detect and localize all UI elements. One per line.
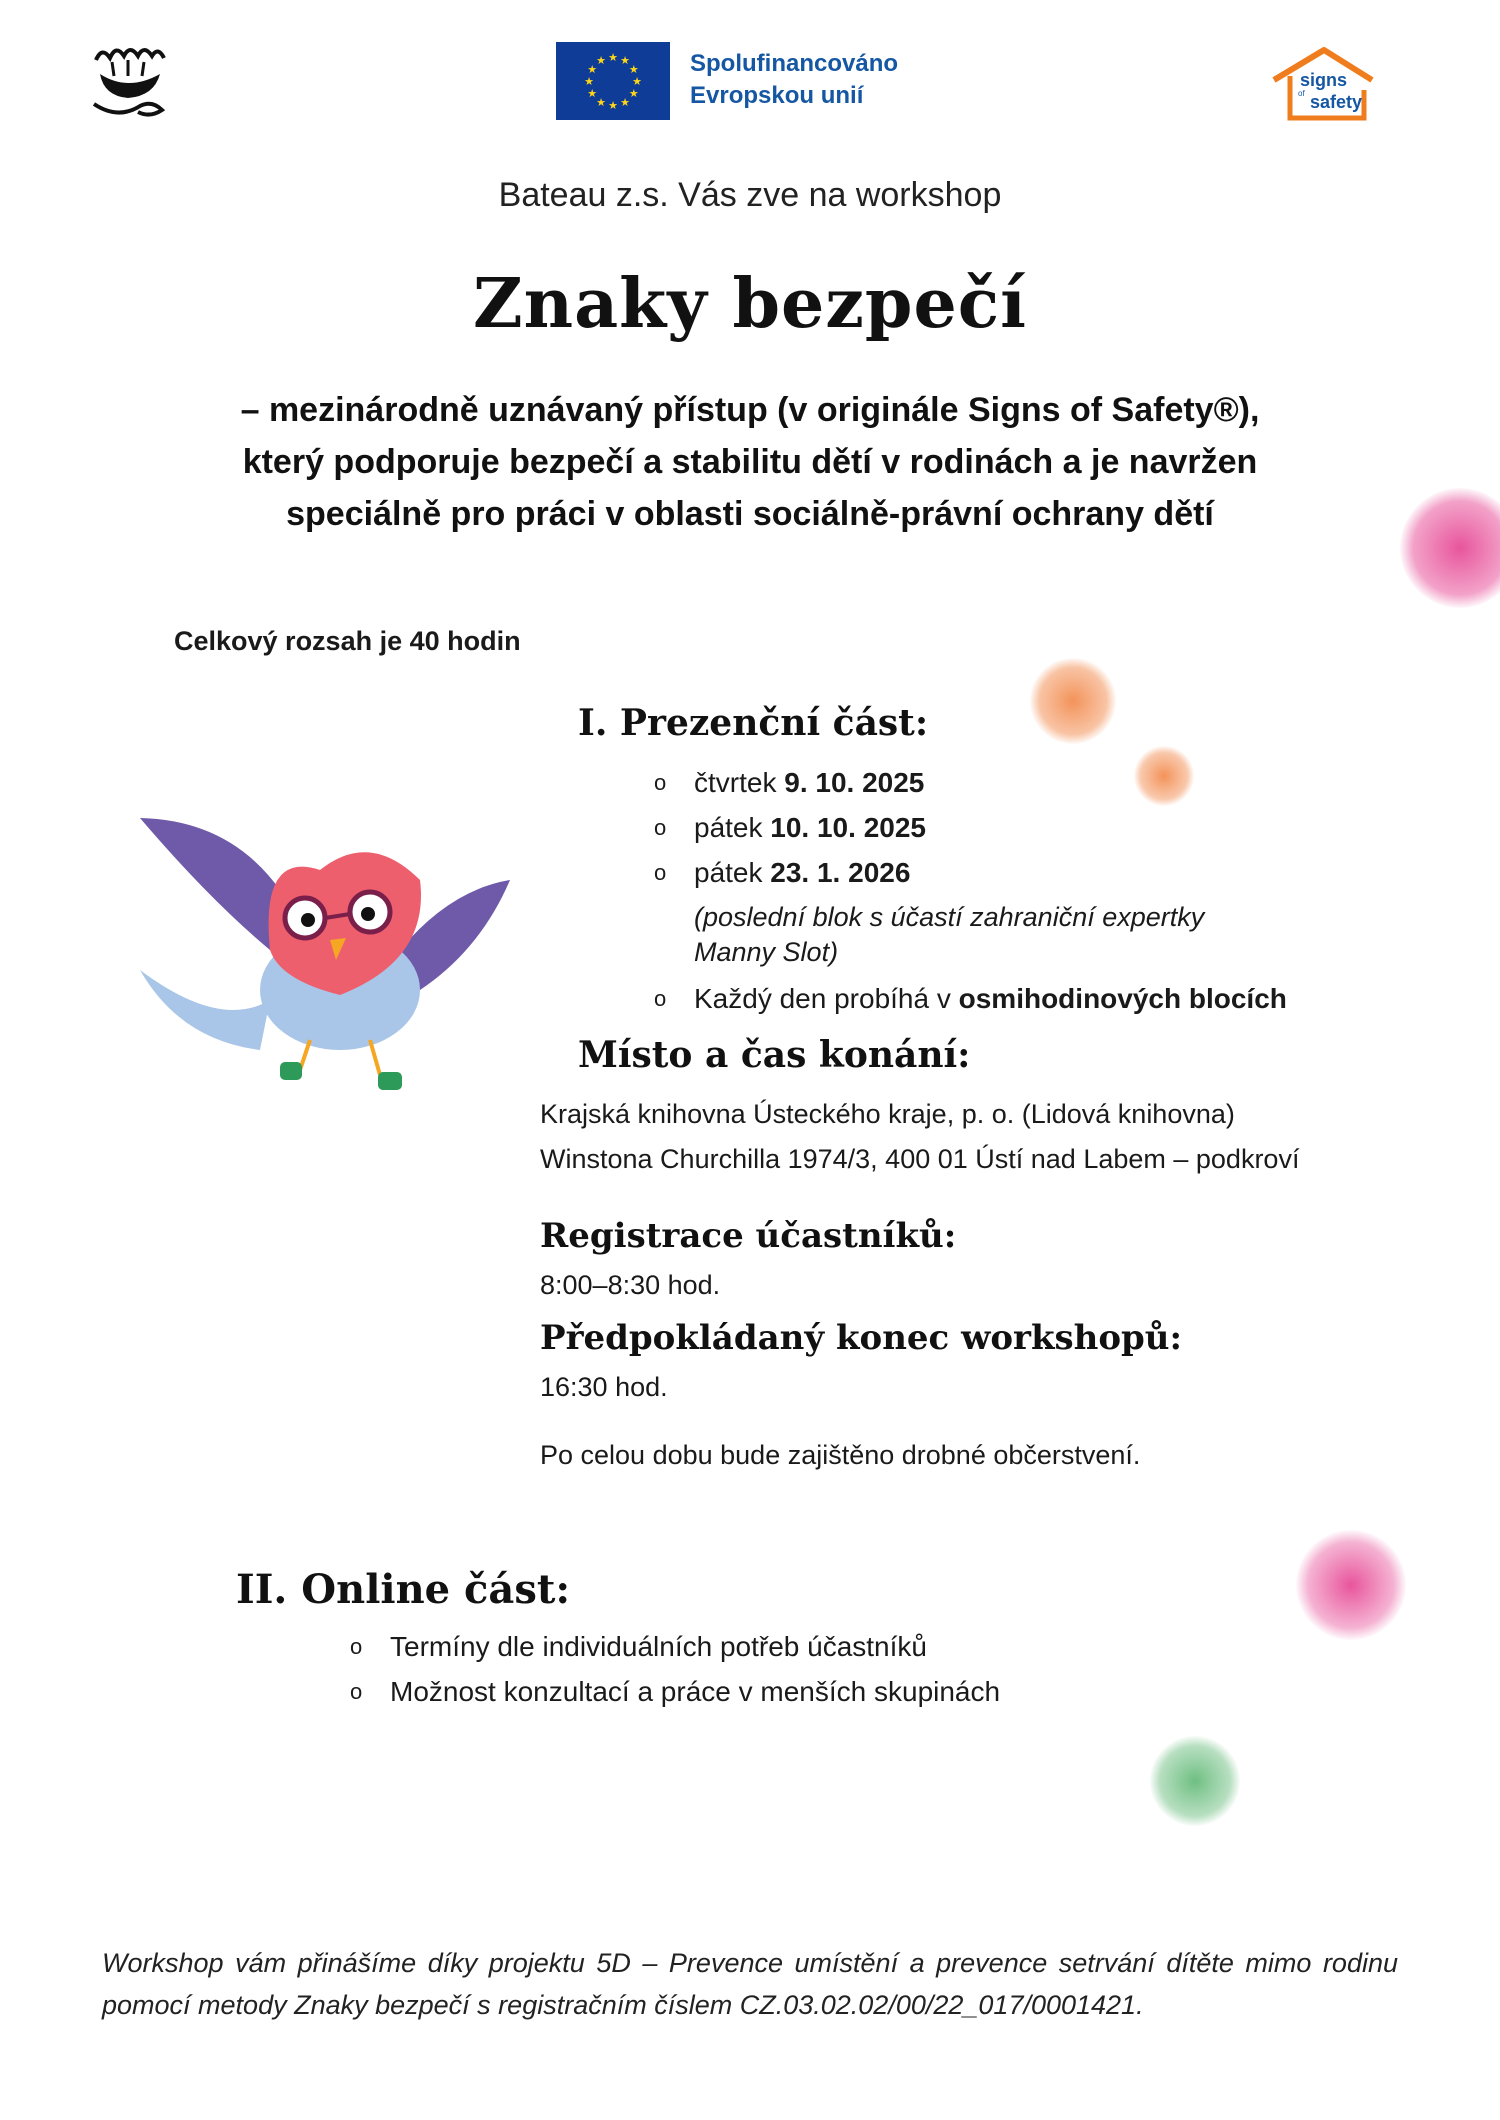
eu-cofinanced-text: [690, 48, 898, 112]
subtitle-line-2: který podporuje bezpečí a stabilitu dětí v rodinách a je navržen: [242, 443, 1258, 481]
subtitle: [0, 384, 1500, 540]
heart-bird-illustration: [120, 800, 520, 1100]
registration-time: 8:00–8:30 hod.: [540, 1270, 721, 1300]
section-2-heading: II. Online část:: [236, 1566, 571, 1613]
expert-note-line-2: Manny Slot): [694, 937, 839, 967]
svg-text:signs: signs: [1300, 70, 1348, 90]
list-item: [654, 976, 1414, 1021]
total-scope: Celkový rozsah je 40 hodin: [174, 626, 521, 656]
date-value: 10. 10. 2025: [770, 812, 926, 843]
list-item: [654, 760, 1414, 805]
subtitle-line-3: speciálně pro práci v oblasti sociálně-právní ochrany dětí: [286, 495, 1214, 533]
date-value: 23. 1. 2026: [770, 857, 911, 888]
eu-star-icon: ★: [584, 76, 594, 88]
expert-note: [694, 900, 1314, 970]
eu-star-icon: ★: [632, 76, 642, 88]
invitation-line: Bateau z.s. Vás zve na workshop: [498, 176, 1002, 214]
bullet: o: [654, 815, 667, 840]
bateau-logo: [88, 40, 170, 122]
section-1-dates: [654, 760, 1414, 895]
list-item: [350, 1669, 1250, 1714]
svg-text:safety: safety: [1310, 92, 1363, 112]
eu-star-icon: ★: [587, 88, 598, 100]
green-blob-decoration: [1150, 1736, 1240, 1826]
bullet: o: [350, 1634, 363, 1659]
date-day: pátek: [694, 857, 763, 888]
expert-note-line-1: (poslední blok s účastí zahraniční expertky: [694, 902, 1205, 932]
subtitle-line-1: – mezinárodně uznávaný přístup (v originále Signs of Safety®),: [240, 391, 1260, 429]
place-line-1: Krajská knihovna Ústeckého kraje, p. o. (Lidová knihovna): [540, 1099, 1235, 1129]
eu-star-icon: ★: [620, 96, 630, 109]
eu-star-icon: ★: [587, 64, 598, 76]
section-2-list: [350, 1624, 1250, 1714]
place-address: [540, 1092, 1299, 1182]
eu-star-icon: ★: [596, 96, 606, 109]
bullet: o: [350, 1679, 363, 1704]
bullet: o: [654, 770, 667, 795]
end-time: 16:30 hod.: [540, 1372, 668, 1402]
place-line-2: Winstona Churchilla 1974/3, 400 01 Ústí nad Labem – podkroví: [540, 1144, 1300, 1174]
online-item: Termíny dle individuálních potřeb účastníků: [390, 1631, 927, 1662]
list-item: [350, 1624, 1250, 1669]
date-day: pátek: [694, 812, 763, 843]
bullet: o: [654, 860, 667, 885]
eu-star-icon: ★: [628, 88, 639, 100]
place-heading: Místo a čas konání:: [578, 1034, 971, 1076]
signs-of-safety-logo: [1268, 46, 1378, 126]
list-item: [654, 850, 1414, 895]
section-1-heading: I. Prezenční část:: [578, 702, 929, 744]
eu-star-icon: ★: [620, 55, 630, 68]
date-value: 9. 10. 2025: [784, 767, 925, 798]
eu-line-1: Spolufinancováno: [690, 50, 899, 77]
end-heading: Předpokládaný konec workshopů:: [540, 1318, 1183, 1358]
section-1-blocks: [654, 976, 1414, 1021]
svg-text:of: of: [1298, 89, 1305, 98]
eu-star-icon: ★: [628, 64, 639, 76]
date-day: čtvrtek: [694, 767, 777, 798]
page-title: Znaky bezpečí: [473, 264, 1027, 344]
eu-star-icon: ★: [608, 100, 618, 112]
eu-flag-icon: [556, 42, 670, 120]
blocks-prefix: Každý den probíhá v: [694, 983, 951, 1014]
orange-blob-decoration: [1030, 658, 1116, 744]
refreshments-note: Po celou dobu bude zajištěno drobné občerstvení.: [540, 1440, 1141, 1470]
registration-heading: Registrace účastníků:: [540, 1216, 957, 1256]
eu-star-icon: ★: [596, 55, 606, 68]
footer-note: Workshop vám přinášíme díky projektu 5D – Prevence umístění a prevence setrvání dítěte mimo rodinu pomocí metody Znaky bezpečí s registračním číslem CZ.03.02.02/00/22_017/0001421.: [102, 1948, 1398, 2020]
list-item: [654, 805, 1414, 850]
blocks-bold: osmihodinových blocích: [958, 983, 1287, 1014]
bullet: o: [654, 986, 667, 1011]
online-item: Možnost konzultací a práce v menších skupinách: [390, 1676, 1001, 1707]
eu-star-icon: ★: [608, 52, 618, 64]
eu-line-2: Evropskou unií: [690, 82, 864, 109]
pink-blob-lower-decoration: [1296, 1530, 1406, 1640]
